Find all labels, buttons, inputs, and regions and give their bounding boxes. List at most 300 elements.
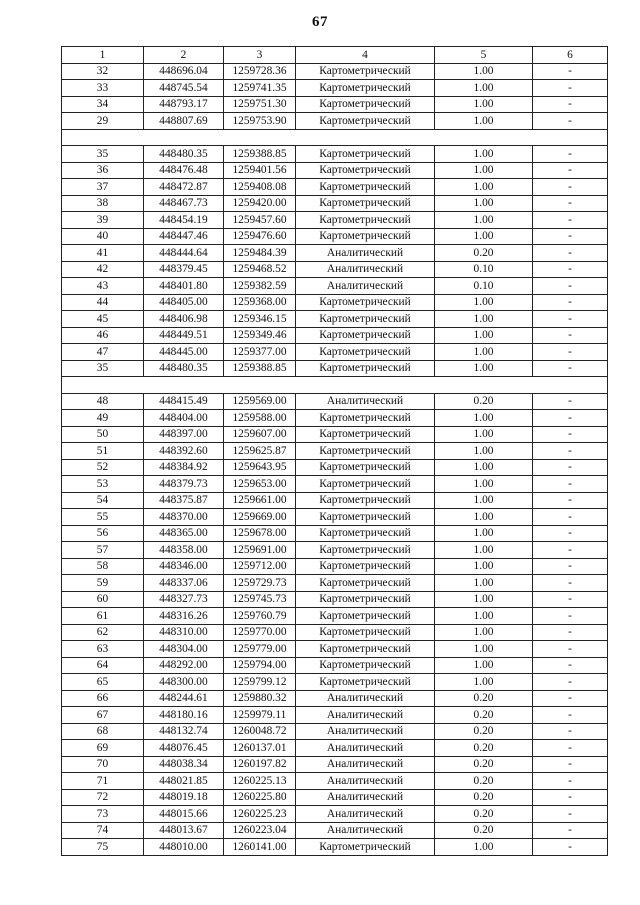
table-row [62,641,608,658]
note-cell: - [533,360,608,377]
method-cell: Картометрический [296,492,435,509]
table-row [62,839,608,856]
point-number-cell: 44 [62,294,144,311]
y-coordinate-cell: 1259979.11 [224,707,296,724]
method-cell: Картометрический [296,179,435,196]
note-cell: - [533,575,608,592]
method-cell: Аналитический [296,806,435,823]
method-cell: Аналитический [296,393,435,410]
point-number-cell: 37 [62,179,144,196]
x-coordinate-cell: 448292.00 [144,657,224,674]
note-cell: - [533,822,608,839]
method-cell: Картометрический [296,641,435,658]
y-coordinate-cell: 1259401.56 [224,162,296,179]
accuracy-cell: 0.20 [435,756,533,773]
table-row [62,525,608,542]
x-coordinate-cell: 448327.73 [144,591,224,608]
note-cell: - [533,311,608,328]
point-number-cell: 70 [62,756,144,773]
table-row [62,690,608,707]
note-cell: - [533,773,608,790]
x-coordinate-cell: 448745.54 [144,80,224,97]
point-number-cell: 63 [62,641,144,658]
x-coordinate-cell: 448300.00 [144,674,224,691]
accuracy-cell: 0.20 [435,773,533,790]
method-cell: Картометрический [296,542,435,559]
table-row [62,608,608,625]
accuracy-cell: 1.00 [435,410,533,427]
separator-row [62,377,608,394]
column-header-6: 6 [533,47,608,64]
coordinates-table [61,46,608,856]
note-cell: - [533,426,608,443]
note-cell: - [533,278,608,295]
y-coordinate-cell: 1259779.00 [224,641,296,658]
table-row [62,657,608,674]
x-coordinate-cell: 448392.60 [144,443,224,460]
note-cell: - [533,410,608,427]
table-row [62,179,608,196]
table-row [62,575,608,592]
table-header-row [62,47,608,64]
accuracy-cell: 0.20 [435,740,533,757]
note-cell: - [533,261,608,278]
page-number: 67 [312,14,328,30]
accuracy-cell: 1.00 [435,624,533,641]
method-cell: Аналитический [296,261,435,278]
point-number-cell: 49 [62,410,144,427]
table-row [62,426,608,443]
x-coordinate-cell: 448406.98 [144,311,224,328]
y-coordinate-cell: 1259625.87 [224,443,296,460]
table-row [62,756,608,773]
method-cell: Картометрический [296,228,435,245]
y-coordinate-cell: 1259607.00 [224,426,296,443]
x-coordinate-cell: 448807.69 [144,113,224,130]
point-number-cell: 46 [62,327,144,344]
x-coordinate-cell: 448304.00 [144,641,224,658]
accuracy-cell: 1.00 [435,146,533,163]
accuracy-cell: 1.00 [435,839,533,856]
table-row [62,492,608,509]
table-row [62,278,608,295]
point-number-cell: 57 [62,542,144,559]
x-coordinate-cell: 448793.17 [144,96,224,113]
point-number-cell: 72 [62,789,144,806]
table-row [62,311,608,328]
y-coordinate-cell: 1259794.00 [224,657,296,674]
separator-cell [62,129,608,146]
x-coordinate-cell: 448467.73 [144,195,224,212]
method-cell: Картометрический [296,624,435,641]
note-cell: - [533,525,608,542]
method-cell: Картометрический [296,63,435,80]
y-coordinate-cell: 1259643.95 [224,459,296,476]
accuracy-cell: 1.00 [435,459,533,476]
column-header-1: 1 [62,47,144,64]
accuracy-cell: 0.20 [435,245,533,262]
method-cell: Картометрический [296,96,435,113]
x-coordinate-cell: 448019.18 [144,789,224,806]
method-cell: Картометрический [296,674,435,691]
table-row [62,723,608,740]
method-cell: Картометрический [296,360,435,377]
table-row [62,113,608,130]
note-cell: - [533,393,608,410]
y-coordinate-cell: 1259880.32 [224,690,296,707]
method-cell: Картометрический [296,344,435,361]
y-coordinate-cell: 1259728.36 [224,63,296,80]
point-number-cell: 35 [62,360,144,377]
x-coordinate-cell: 448404.00 [144,410,224,427]
x-coordinate-cell: 448015.66 [144,806,224,823]
x-coordinate-cell: 448444.64 [144,245,224,262]
x-coordinate-cell: 448370.00 [144,509,224,526]
column-header-3: 3 [224,47,296,64]
x-coordinate-cell: 448415.49 [144,393,224,410]
method-cell: Аналитический [296,245,435,262]
accuracy-cell: 0.20 [435,806,533,823]
table-row [62,773,608,790]
y-coordinate-cell: 1259457.60 [224,212,296,229]
point-number-cell: 32 [62,63,144,80]
y-coordinate-cell: 1259569.00 [224,393,296,410]
method-cell: Картометрический [296,327,435,344]
accuracy-cell: 1.00 [435,113,533,130]
table-body [62,63,608,855]
method-cell: Картометрический [296,558,435,575]
accuracy-cell: 0.20 [435,690,533,707]
note-cell: - [533,756,608,773]
separator-row [62,129,608,146]
point-number-cell: 39 [62,212,144,229]
note-cell: - [533,162,608,179]
column-header-2: 2 [144,47,224,64]
x-coordinate-cell: 448180.16 [144,707,224,724]
point-number-cell: 65 [62,674,144,691]
table-row [62,542,608,559]
x-coordinate-cell: 448013.67 [144,822,224,839]
x-coordinate-cell: 448132.74 [144,723,224,740]
note-cell: - [533,476,608,493]
method-cell: Картометрический [296,311,435,328]
method-cell: Картометрический [296,146,435,163]
point-number-cell: 34 [62,96,144,113]
method-cell: Картометрический [296,410,435,427]
table-row [62,80,608,97]
y-coordinate-cell: 1259588.00 [224,410,296,427]
point-number-cell: 45 [62,311,144,328]
y-coordinate-cell: 1259484.39 [224,245,296,262]
table-row [62,707,608,724]
method-cell: Картометрический [296,443,435,460]
table-row [62,360,608,377]
y-coordinate-cell: 1259669.00 [224,509,296,526]
table-row [62,509,608,526]
point-number-cell: 61 [62,608,144,625]
table-row [62,591,608,608]
accuracy-cell: 1.00 [435,641,533,658]
note-cell: - [533,492,608,509]
point-number-cell: 36 [62,162,144,179]
separator-cell [62,377,608,394]
point-number-cell: 73 [62,806,144,823]
table-row [62,393,608,410]
method-cell: Картометрический [296,608,435,625]
x-coordinate-cell: 448449.51 [144,327,224,344]
y-coordinate-cell: 1259741.35 [224,80,296,97]
note-cell: - [533,294,608,311]
table-row [62,63,608,80]
method-cell: Картометрический [296,195,435,212]
y-coordinate-cell: 1259661.00 [224,492,296,509]
method-cell: Картометрический [296,162,435,179]
table-row [62,146,608,163]
y-coordinate-cell: 1259388.85 [224,360,296,377]
table-row [62,294,608,311]
table-row [62,740,608,757]
method-cell: Аналитический [296,789,435,806]
note-cell: - [533,558,608,575]
note-cell: - [533,344,608,361]
accuracy-cell: 1.00 [435,492,533,509]
table-row [62,96,608,113]
table-row [62,674,608,691]
point-number-cell: 69 [62,740,144,757]
note-cell: - [533,723,608,740]
y-coordinate-cell: 1259678.00 [224,525,296,542]
point-number-cell: 56 [62,525,144,542]
point-number-cell: 67 [62,707,144,724]
note-cell: - [533,179,608,196]
accuracy-cell: 1.00 [435,360,533,377]
table-row [62,195,608,212]
point-number-cell: 54 [62,492,144,509]
method-cell: Аналитический [296,773,435,790]
accuracy-cell: 1.00 [435,426,533,443]
accuracy-cell: 1.00 [435,344,533,361]
note-cell: - [533,839,608,856]
y-coordinate-cell: 1259745.73 [224,591,296,608]
accuracy-cell: 1.00 [435,542,533,559]
method-cell: Аналитический [296,723,435,740]
y-coordinate-cell: 1259468.52 [224,261,296,278]
note-cell: - [533,789,608,806]
accuracy-cell: 0.20 [435,393,533,410]
point-number-cell: 47 [62,344,144,361]
y-coordinate-cell: 1260225.13 [224,773,296,790]
accuracy-cell: 1.00 [435,674,533,691]
x-coordinate-cell: 448038.34 [144,756,224,773]
accuracy-cell: 1.00 [435,311,533,328]
x-coordinate-cell: 448696.04 [144,63,224,80]
note-cell: - [533,674,608,691]
point-number-cell: 50 [62,426,144,443]
method-cell: Аналитический [296,756,435,773]
y-coordinate-cell: 1260048.72 [224,723,296,740]
accuracy-cell: 0.20 [435,822,533,839]
y-coordinate-cell: 1259753.90 [224,113,296,130]
method-cell: Картометрический [296,525,435,542]
x-coordinate-cell: 448316.26 [144,608,224,625]
method-cell: Картометрический [296,294,435,311]
note-cell: - [533,63,608,80]
note-cell: - [533,707,608,724]
y-coordinate-cell: 1260223.04 [224,822,296,839]
note-cell: - [533,443,608,460]
method-cell: Аналитический [296,278,435,295]
note-cell: - [533,228,608,245]
accuracy-cell: 1.00 [435,294,533,311]
note-cell: - [533,591,608,608]
table-row [62,624,608,641]
point-number-cell: 64 [62,657,144,674]
x-coordinate-cell: 448480.35 [144,360,224,377]
x-coordinate-cell: 448445.00 [144,344,224,361]
accuracy-cell: 1.00 [435,509,533,526]
accuracy-cell: 1.00 [435,558,533,575]
note-cell: - [533,146,608,163]
x-coordinate-cell: 448397.00 [144,426,224,443]
note-cell: - [533,327,608,344]
y-coordinate-cell: 1259476.60 [224,228,296,245]
table-row [62,459,608,476]
note-cell: - [533,657,608,674]
note-cell: - [533,113,608,130]
x-coordinate-cell: 448244.61 [144,690,224,707]
note-cell: - [533,195,608,212]
table-row [62,476,608,493]
y-coordinate-cell: 1259799.12 [224,674,296,691]
method-cell: Аналитический [296,707,435,724]
y-coordinate-cell: 1259770.00 [224,624,296,641]
point-number-cell: 40 [62,228,144,245]
note-cell: - [533,96,608,113]
point-number-cell: 43 [62,278,144,295]
y-coordinate-cell: 1260225.23 [224,806,296,823]
point-number-cell: 62 [62,624,144,641]
point-number-cell: 42 [62,261,144,278]
point-number-cell: 74 [62,822,144,839]
point-number-cell: 71 [62,773,144,790]
method-cell: Картометрический [296,591,435,608]
point-number-cell: 68 [62,723,144,740]
accuracy-cell: 1.00 [435,476,533,493]
method-cell: Картометрический [296,657,435,674]
x-coordinate-cell: 448447.46 [144,228,224,245]
table-row [62,245,608,262]
y-coordinate-cell: 1259712.00 [224,558,296,575]
note-cell: - [533,624,608,641]
column-header-4: 4 [296,47,435,64]
point-number-cell: 53 [62,476,144,493]
table-row [62,327,608,344]
point-number-cell: 59 [62,575,144,592]
y-coordinate-cell: 1259691.00 [224,542,296,559]
accuracy-cell: 1.00 [435,327,533,344]
point-number-cell: 66 [62,690,144,707]
x-coordinate-cell: 448337.06 [144,575,224,592]
method-cell: Картометрический [296,839,435,856]
method-cell: Картометрический [296,113,435,130]
x-coordinate-cell: 448021.85 [144,773,224,790]
method-cell: Аналитический [296,740,435,757]
accuracy-cell: 0.10 [435,278,533,295]
y-coordinate-cell: 1260137.01 [224,740,296,757]
y-coordinate-cell: 1259368.00 [224,294,296,311]
method-cell: Картометрический [296,426,435,443]
y-coordinate-cell: 1259420.00 [224,195,296,212]
x-coordinate-cell: 448310.00 [144,624,224,641]
y-coordinate-cell: 1259346.15 [224,311,296,328]
x-coordinate-cell: 448401.80 [144,278,224,295]
accuracy-cell: 0.20 [435,789,533,806]
accuracy-cell: 0.20 [435,707,533,724]
accuracy-cell: 1.00 [435,657,533,674]
accuracy-cell: 1.00 [435,525,533,542]
y-coordinate-cell: 1259653.00 [224,476,296,493]
accuracy-cell: 1.00 [435,575,533,592]
point-number-cell: 52 [62,459,144,476]
y-coordinate-cell: 1260197.82 [224,756,296,773]
point-number-cell: 48 [62,393,144,410]
x-coordinate-cell: 448476.48 [144,162,224,179]
y-coordinate-cell: 1260225.80 [224,789,296,806]
note-cell: - [533,80,608,97]
method-cell: Картометрический [296,459,435,476]
table-row [62,822,608,839]
table-row [62,410,608,427]
accuracy-cell: 1.00 [435,228,533,245]
y-coordinate-cell: 1259408.08 [224,179,296,196]
method-cell: Аналитический [296,690,435,707]
point-number-cell: 38 [62,195,144,212]
accuracy-cell: 1.00 [435,443,533,460]
note-cell: - [533,641,608,658]
point-number-cell: 41 [62,245,144,262]
y-coordinate-cell: 1259377.00 [224,344,296,361]
y-coordinate-cell: 1259382.59 [224,278,296,295]
note-cell: - [533,806,608,823]
accuracy-cell: 1.00 [435,179,533,196]
method-cell: Картометрический [296,212,435,229]
y-coordinate-cell: 1259349.46 [224,327,296,344]
method-cell: Картометрический [296,476,435,493]
table-row [62,806,608,823]
table-row [62,228,608,245]
note-cell: - [533,212,608,229]
method-cell: Картометрический [296,509,435,526]
point-number-cell: 51 [62,443,144,460]
note-cell: - [533,542,608,559]
accuracy-cell: 1.00 [435,212,533,229]
table-row [62,162,608,179]
x-coordinate-cell: 448379.73 [144,476,224,493]
note-cell: - [533,509,608,526]
y-coordinate-cell: 1259729.73 [224,575,296,592]
method-cell: Картометрический [296,80,435,97]
point-number-cell: 35 [62,146,144,163]
point-number-cell: 29 [62,113,144,130]
accuracy-cell: 0.10 [435,261,533,278]
table-row [62,558,608,575]
accuracy-cell: 0.20 [435,723,533,740]
x-coordinate-cell: 448472.87 [144,179,224,196]
accuracy-cell: 1.00 [435,80,533,97]
x-coordinate-cell: 448010.00 [144,839,224,856]
note-cell: - [533,608,608,625]
table-row [62,789,608,806]
